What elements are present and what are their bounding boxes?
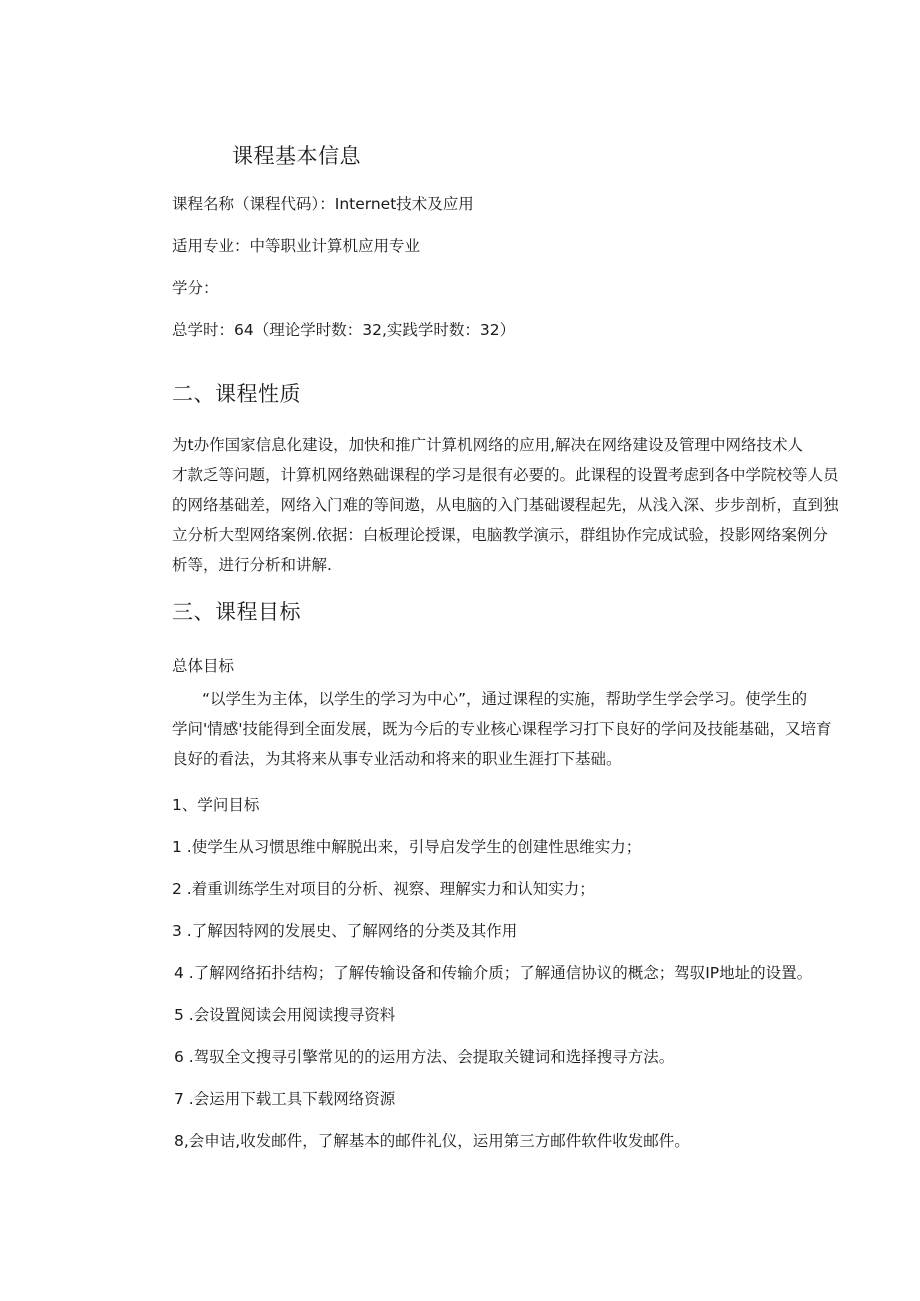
hours-line: 总学时：64（理论学时数：32,实践学时数：32）	[172, 321, 516, 339]
paragraph-line: 立分析大型网络案例.依据：白板理论授课，电脑教学演示，群组协作完成试验，投影网络案例分	[172, 526, 828, 544]
goal-item: 3 .了解因特网的发展史、了解网络的分类及其作用	[172, 922, 518, 940]
major-line: 适用专业：中等职业计算机应用专业	[172, 237, 421, 255]
goal-item: 1 .使学生从习惯思维中解脱出来，引导启发学生的创建性思维实力；	[172, 838, 642, 856]
goal-item: 2 .着重训练学生对项目的分析、视察、理解实力和认知实力；	[172, 880, 595, 898]
paragraph-line: 良好的看法，为其将来从事专业活动和将来的职业生涯打下基础。	[172, 750, 622, 768]
paragraph-line: “以学生为主体，以学生的学习为中心”，通过课程的实施，帮助学生学会学习。使学生的	[202, 690, 808, 708]
overall-goal-paragraph	[172, 684, 832, 774]
section2-heading: 二、课程性质	[172, 382, 301, 406]
overall-goal-subheading: 总体目标	[172, 657, 235, 675]
paragraph-line: 才款乏等问题，计算机网络熟础课程的学习是很有必要的。此课程的设置考虑到各中学院校等人员	[172, 466, 839, 484]
course-name-line: 课程名称（课程代码）：Internet技术及应用	[172, 195, 474, 213]
section3-heading: 三、课程目标	[172, 600, 301, 624]
goal-item: 4 .了解网络拓扑结构；了解传输设备和传输介质；了解通信协议的概念；驾驭IP地址的设置。	[174, 964, 813, 982]
section2-paragraph	[172, 430, 839, 580]
goal-item: 8,会申诘,收发邮件，了解基本的邮件礼仪，运用第三方邮件软件收发邮件。	[174, 1132, 690, 1150]
paragraph-line: 为t办作国家信息化建设，加快和推广计算机网络的应用,解决在网络建设及管理中网络技术人	[172, 436, 804, 454]
basic-info-title: 课程基本信息	[232, 144, 361, 168]
paragraph-line: 学问'情感'技能得到全面发展，既为今后的专业核心课程学习打下良好的学问及技能基础，又培育	[172, 720, 832, 738]
paragraph-line: 析等，进行分析和讲解.	[172, 556, 332, 574]
knowledge-goal-heading: 1、学问目标	[172, 796, 260, 814]
paragraph-line: 的网络基础差，网络入门难的等间遨，从电脑的入门基础谡程起先，从浅入深、步步剖析，直到独	[172, 496, 839, 514]
goal-item: 7 .会运用下载工具下载网络资源	[174, 1090, 396, 1108]
goal-item: 5 .会设置阅读会用阅读搜寻资料	[174, 1006, 396, 1024]
credit-line: 学分：	[172, 279, 219, 297]
goal-item: 6 .驾驭全文搜寻引擎常见的的运用方法、会提取关键词和选择搜寻方法。	[174, 1048, 675, 1066]
